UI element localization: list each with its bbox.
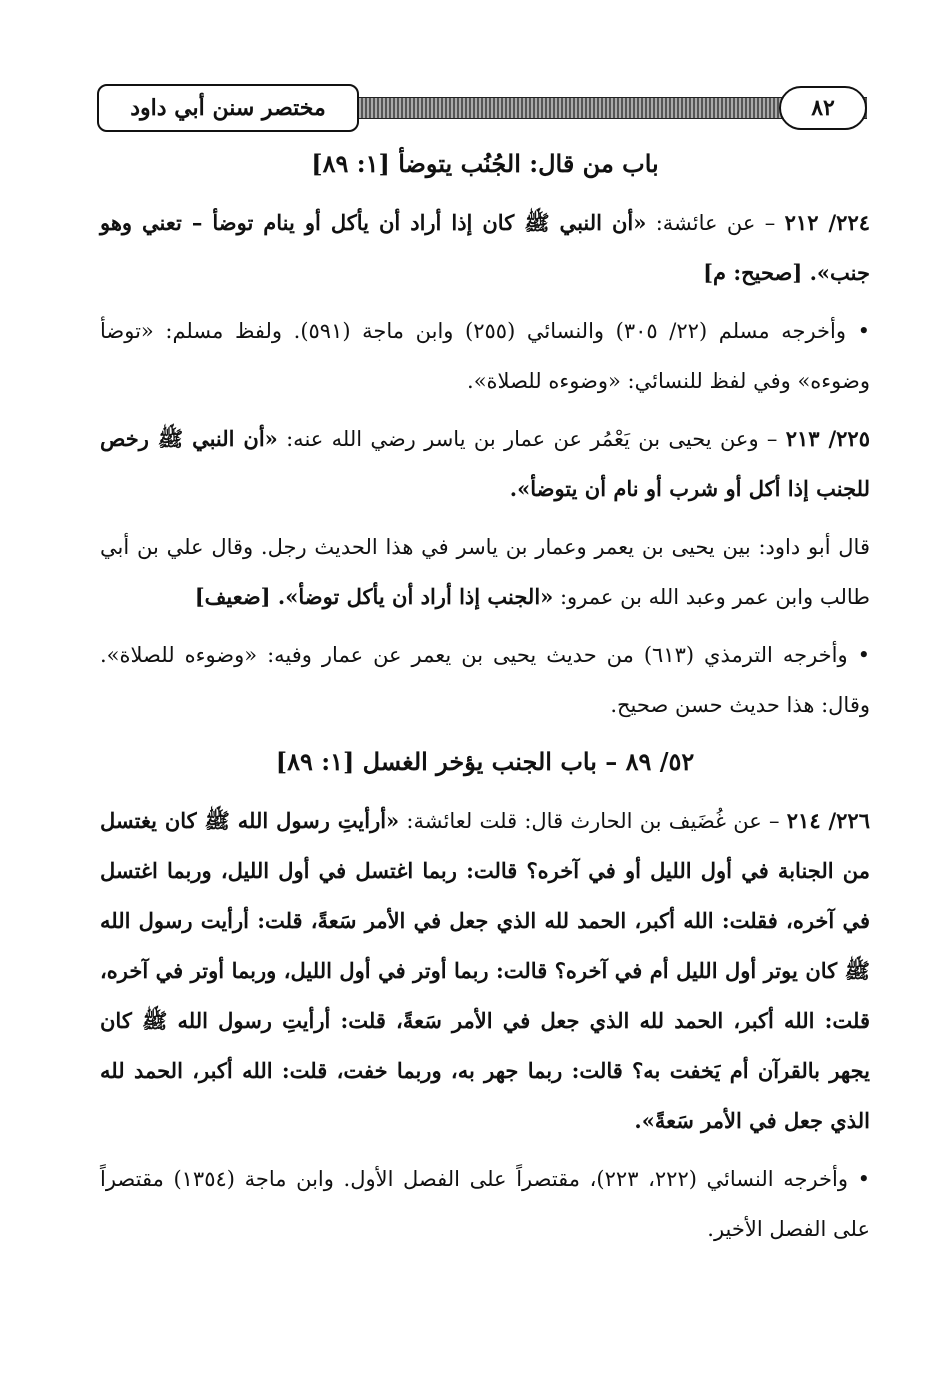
- hadith-text: «أرأيتِ رسول الله ﷺ كان يغتسل من الجنابة في أول الليل أو في آخره؟ قالت: ربما اغتسل في أول الليل، وربما اغتسل في آخره، فقلت: الله أكبر، الحمد لله الذي جعل في الأمر سَعةً، قلت: أرأيت رسول الله ﷺ كان يوتر أول الليل أم في آخره؟ قالت: ربما أوتر في أول الليل، وربما أوتر في آخره، قلت: الله أكبر، الحمد لله الذي جعل في الأمر سَعةً، قلت: أرأيتِ رسول الله ﷺ كان يجهر بالقرآن أم يَخفت به؟ قالت: ربما جهر به، وربما خفت، قلت: الله أكبر، الحمد لله الذي جعل في الأمر سَعةً».: [100, 808, 870, 1133]
- abu-dawud-comment: [100, 522, 870, 622]
- hadith-number: ٢٢٦/ ٢١٤: [786, 808, 870, 833]
- hadith-narrator: – وعن يحيى بن يَعْمُر عن عمار بن ياسر رضي الله عنه:: [277, 427, 786, 451]
- hadith-narrator: – عن عائشة:: [646, 211, 785, 235]
- hadith-number: ٢٢٥/ ٢١٣: [785, 426, 870, 451]
- page-header: [97, 84, 867, 130]
- hadith-text: «أن النبي ﷺ كان إذا أراد أن يأكل أو ينام توضأ – تعني وهو جنب». [صحيح: م]: [100, 210, 870, 285]
- hadith-224: [100, 198, 870, 298]
- takhrij-note-3: • وأخرجه النسائي (٢٢٢، ٢٢٣)، مقتصراً على الفصل الأول. وابن ماجة (١٣٥٤) مقتصراً على الفصل الأخير.: [100, 1167, 870, 1241]
- page-number: ٨٢: [779, 86, 867, 130]
- hadith-226: [100, 796, 870, 1146]
- section-heading-1: باب من قال: الجُنُب يتوضأ [١: ٨٩]: [311, 149, 659, 178]
- comment-quote: «الجنب إذا أراد أن يأكل توضأ». [ضعيف]: [194, 584, 554, 609]
- takhrij-note-2: • وأخرجه الترمذي (٦١٣) من حديث يحيى بن يعمر عن عمار وفيه: «وضوءه للصلاة». وقال: هذا حديث حسن صحيح.: [100, 643, 870, 717]
- takhrij-note-1: • وأخرجه مسلم (٢٢/ ٣٠٥) والنسائي (٢٥٥) وابن ماجة (٥٩١). ولفظ مسلم: «توضأ وضوءه» وفي لفظ للنسائي: «وضوءه للصلاة».: [100, 319, 870, 393]
- page-body: [100, 140, 870, 1262]
- comment-text: قال أبو داود: بين يحيى بن يعمر وعمار بن ياسر في هذا الحديث رجل. وقال علي بن أبي طالب وابن عمر وعبد الله بن عمرو:: [100, 535, 870, 609]
- book-title: مختصر سنن أبي داود: [97, 84, 359, 132]
- hadith-text: «أن النبي ﷺ رخص للجنب إذا أكل أو شرب أو نام أن يتوضأ».: [100, 426, 870, 501]
- hadith-225: [100, 414, 870, 514]
- hadith-narrator: – عن غُضَيف بن الحارث قال: قلت لعائشة:: [399, 809, 787, 833]
- hadith-number: ٢٢٤/ ٢١٢: [784, 210, 871, 235]
- section-heading-2: ٥٢/ ٨٩ – باب الجنب يؤخر الغسل [١: ٨٩]: [275, 747, 695, 776]
